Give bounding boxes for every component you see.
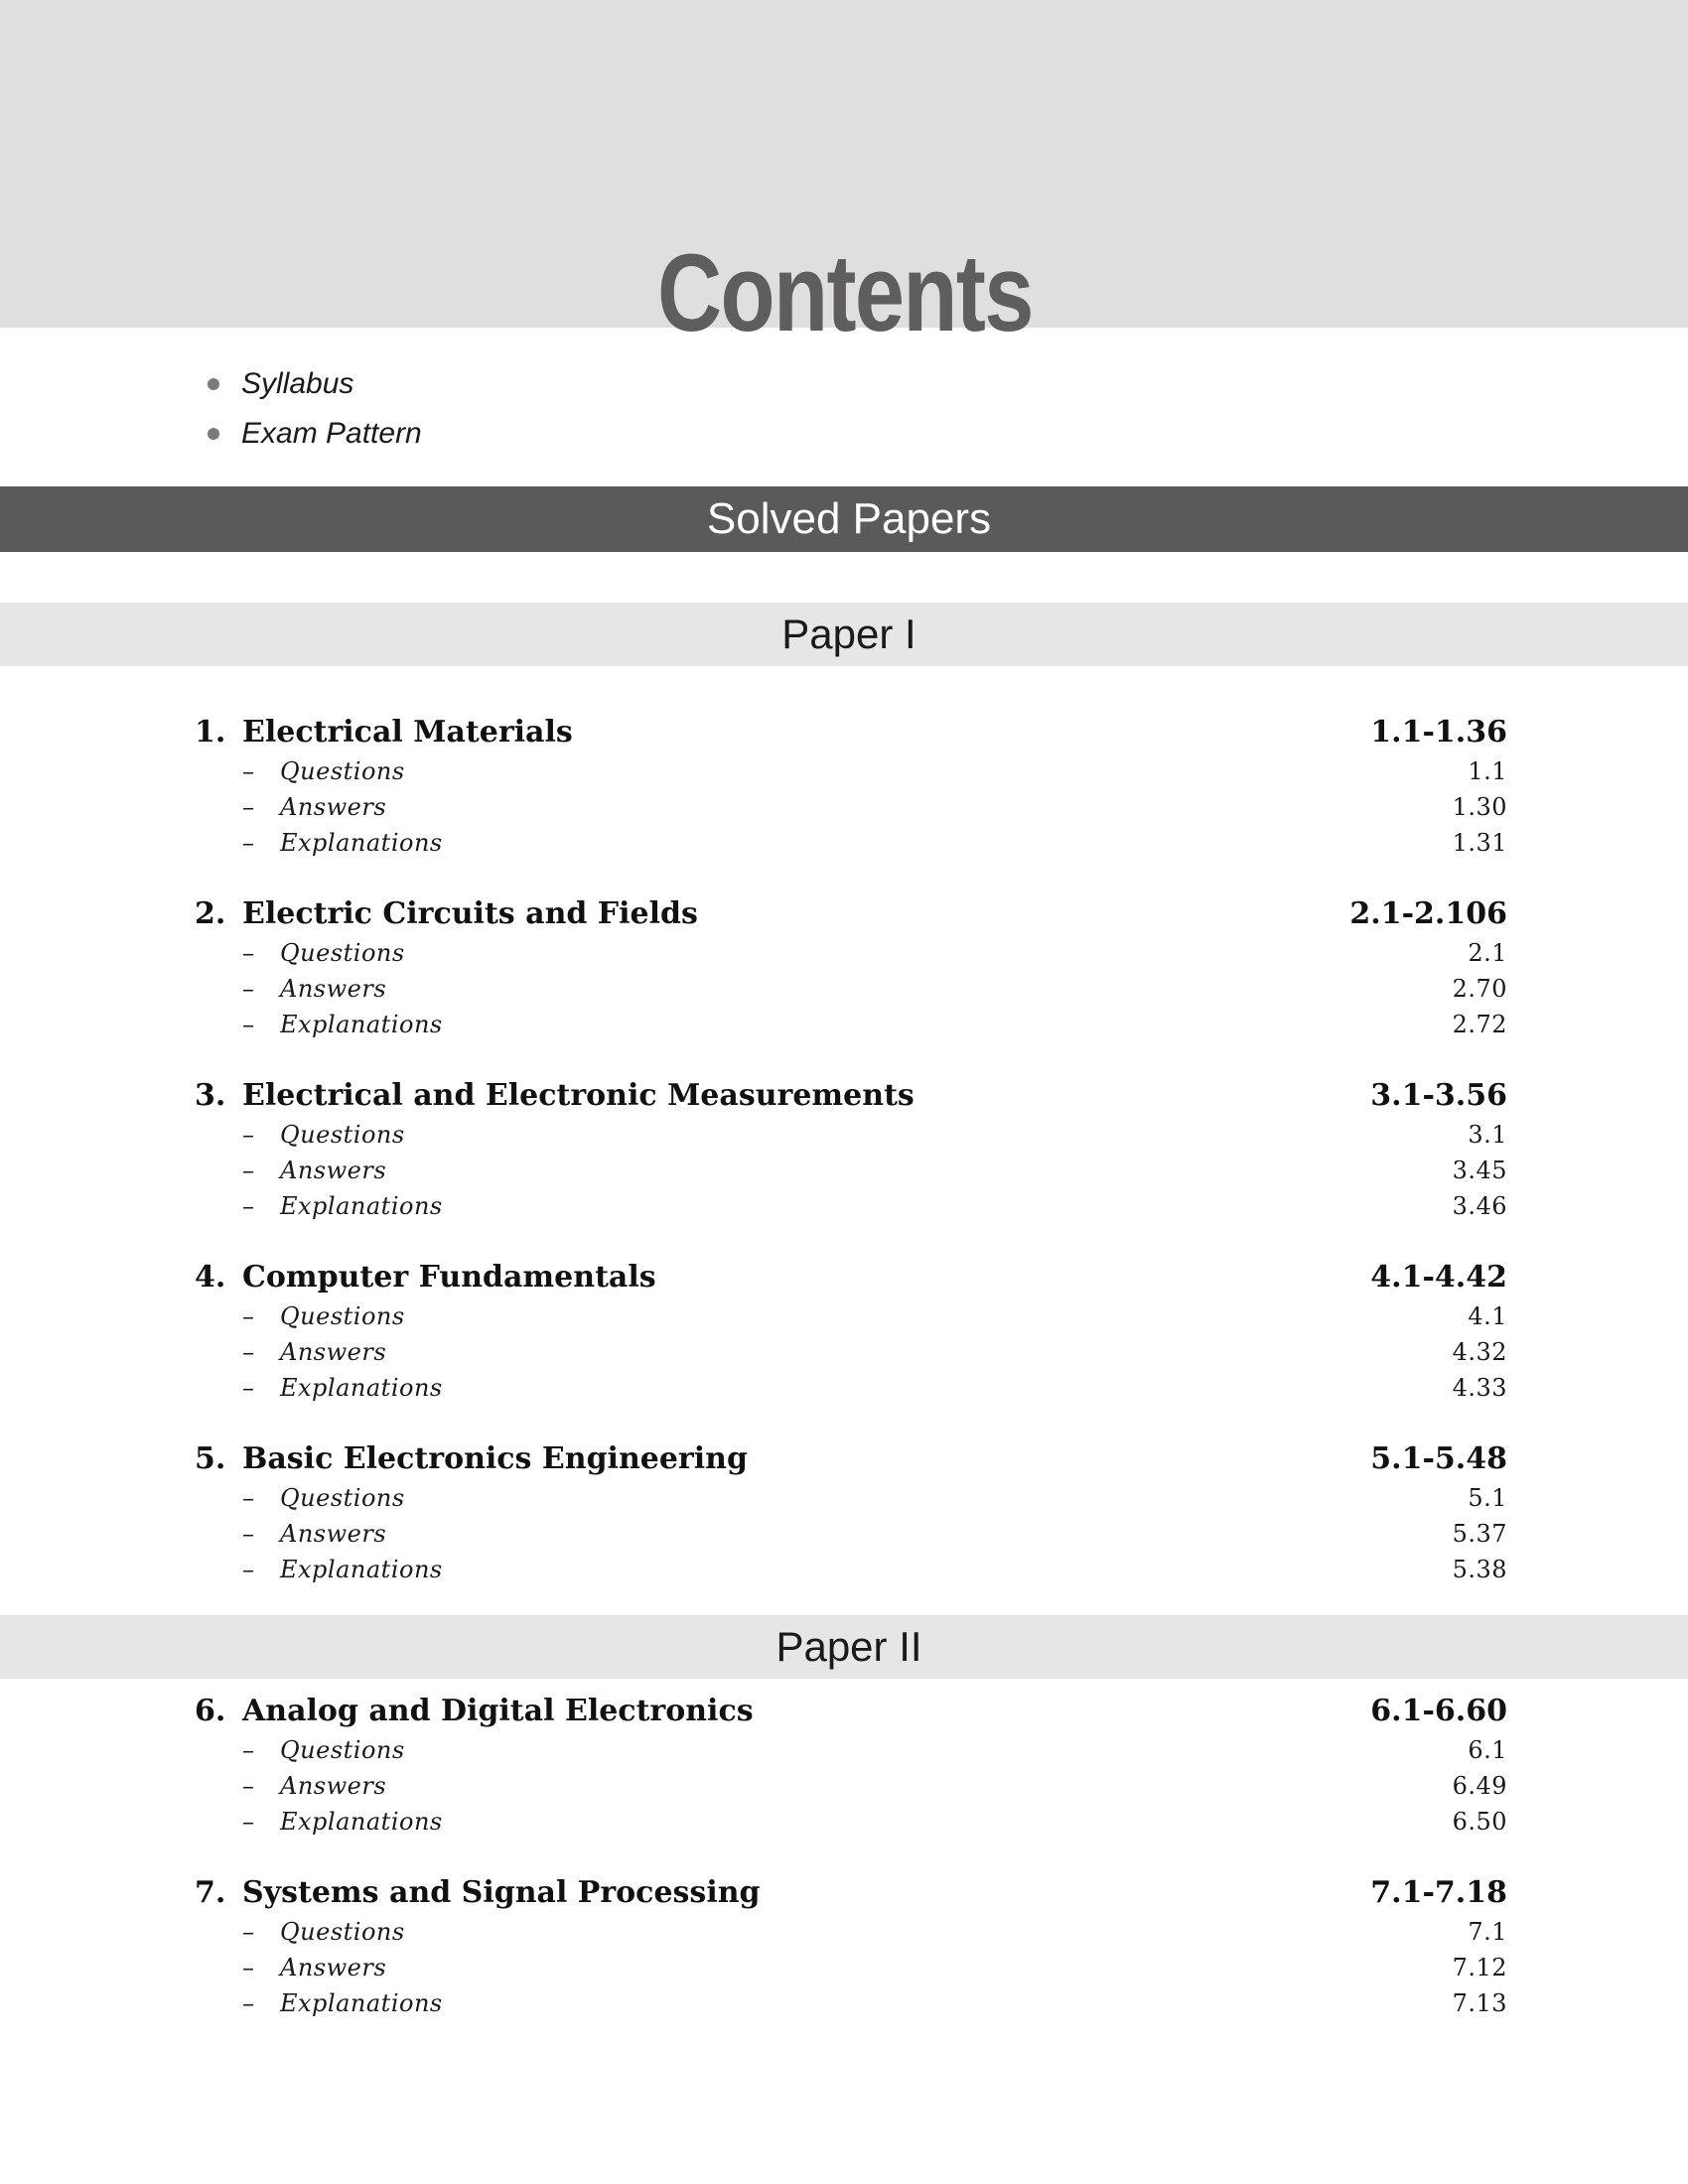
dash-icon: – [242,1338,254,1366]
chapter-title: Systems and Signal Processing [242,1875,761,1910]
dash-icon: – [242,1121,254,1149]
sub-entry-label: Explanations [280,829,443,857]
sub-entry-answers[interactable] [195,789,1507,825]
sub-entry-explanations[interactable] [195,1007,1507,1042]
sub-entry-label: Explanations [280,1192,443,1220]
sub-entry-answers[interactable] [195,971,1507,1007]
sub-entry-page: 4.33 [1452,1374,1507,1402]
chapter-number: 6. [195,1694,226,1728]
chapter-page-range: 2.1-2.106 [1349,896,1507,931]
sub-entry-page: 6.1 [1468,1736,1507,1764]
sub-entry-label: Answers [280,1338,387,1366]
sub-entry-page: 5.37 [1452,1520,1507,1548]
sub-entry-answers[interactable] [195,1516,1507,1552]
chapter-title: Electrical and Electronic Measurements [242,1078,914,1113]
sub-entry-label: Answers [280,1157,387,1184]
sub-entry-page: 2.70 [1452,975,1507,1003]
dash-icon: – [242,757,254,785]
sub-entry-page: 1.1 [1468,757,1507,785]
chapter-page-range: 3.1-3.56 [1370,1078,1507,1113]
sub-entry-questions[interactable] [195,1117,1507,1153]
chapter-heading-row [195,1257,1507,1298]
dash-icon: – [242,1736,254,1764]
chapter-2[interactable] [195,893,1507,1042]
chapter-page-range: 1.1-1.36 [1370,715,1507,750]
chapter-title: Analog and Digital Electronics [242,1694,754,1728]
dash-icon: – [242,793,254,821]
sub-entry-questions[interactable] [195,753,1507,789]
sub-entry-label: Answers [280,975,387,1003]
chapter-title: Electrical Materials [242,715,573,750]
sub-entry-questions[interactable] [195,1914,1507,1950]
chapter-heading-row [195,1872,1507,1914]
chapter-page-range: 7.1-7.18 [1370,1875,1507,1910]
sub-entry-page: 3.1 [1468,1121,1507,1149]
sub-entry-questions[interactable] [195,935,1507,971]
chapter-number: 1. [195,715,226,750]
sub-entry-questions[interactable] [195,1732,1507,1768]
dash-icon: – [242,1918,254,1946]
sub-entry-explanations[interactable] [195,1552,1507,1587]
chapter-number: 2. [195,896,226,931]
solved-papers-heading: Solved Papers [0,486,1688,552]
sub-entry-explanations[interactable] [195,1985,1507,2021]
dash-icon: – [242,1374,254,1402]
dash-icon: – [242,1954,254,1981]
chapter-heading-row [195,893,1507,935]
sub-entry-label: Questions [280,1302,405,1330]
sub-entry-page: 7.12 [1452,1954,1507,1981]
intro-item-label: Exam Pattern [241,417,422,450]
sub-entry-label: Explanations [280,1808,443,1836]
sub-entry-page: 1.30 [1452,793,1507,821]
paper-2-heading: Paper II [0,1615,1688,1679]
sub-entry-label: Explanations [280,1556,443,1583]
sub-entry-answers[interactable] [195,1950,1507,1985]
sub-entry-page: 2.1 [1468,939,1507,967]
sub-entry-page: 4.1 [1468,1302,1507,1330]
sub-entry-explanations[interactable] [195,1188,1507,1224]
dash-icon: – [242,1157,254,1184]
dash-icon: – [242,1011,254,1038]
chapter-title: Computer Fundamentals [242,1260,656,1295]
chapter-heading-row [195,1438,1507,1480]
sub-entry-page: 3.45 [1452,1157,1507,1184]
chapter-heading-row [195,712,1507,753]
sub-entry-label: Questions [280,1484,405,1512]
chapter-1[interactable] [195,712,1507,861]
sub-entry-label: Answers [280,1954,387,1981]
dash-icon: – [242,1484,254,1512]
sub-entry-explanations[interactable] [195,1804,1507,1840]
sub-entry-page: 7.13 [1452,1989,1507,2017]
dash-icon: – [242,1302,254,1330]
page-title: Contents [657,232,1033,354]
sub-entry-page: 2.72 [1452,1011,1507,1038]
sub-entry-label: Explanations [280,1011,443,1038]
paper-1-heading: Paper I [0,603,1688,666]
dash-icon: – [242,1520,254,1548]
chapter-heading-row [195,1691,1507,1732]
chapter-page-range: 5.1-5.48 [1370,1441,1507,1476]
chapter-number: 3. [195,1078,226,1113]
sub-entry-label: Answers [280,1772,387,1800]
chapter-number: 7. [195,1875,226,1910]
chapter-page-range: 6.1-6.60 [1370,1694,1507,1728]
sub-entry-page: 5.38 [1452,1556,1507,1583]
sub-entry-label: Answers [280,793,387,821]
sub-entry-explanations[interactable] [195,825,1507,861]
sub-entry-page: 1.31 [1452,829,1507,857]
sub-entry-questions[interactable] [195,1298,1507,1334]
sub-entry-label: Explanations [280,1989,443,2017]
dash-icon: – [242,1192,254,1220]
sub-entry-page: 3.46 [1452,1192,1507,1220]
sub-entry-answers[interactable] [195,1153,1507,1188]
sub-entry-page: 6.49 [1452,1772,1507,1800]
chapter-5[interactable] [195,1438,1507,1587]
dash-icon: – [242,1772,254,1800]
sub-entry-explanations[interactable] [195,1370,1507,1406]
sub-entry-label: Questions [280,939,405,967]
sub-entry-page: 5.1 [1468,1484,1507,1512]
chapter-6[interactable] [195,1691,1507,1840]
sub-entry-page: 7.1 [1468,1918,1507,1946]
sub-entry-page: 4.32 [1452,1338,1507,1366]
sub-entry-page: 6.50 [1452,1808,1507,1836]
sub-entry-questions[interactable] [195,1480,1507,1516]
bullet-icon [208,428,219,440]
chapter-number: 5. [195,1441,226,1476]
chapter-4[interactable] [195,1257,1507,1406]
dash-icon: – [242,1989,254,2017]
sub-entry-label: Questions [280,1121,405,1149]
sub-entry-label: Questions [280,1918,405,1946]
intro-list [204,359,422,459]
sub-entry-label: Questions [280,1736,405,1764]
chapter-number: 4. [195,1260,226,1295]
chapter-heading-row [195,1075,1507,1117]
chapter-page-range: 4.1-4.42 [1370,1260,1507,1295]
chapter-title: Electric Circuits and Fields [242,896,698,931]
dash-icon: – [242,829,254,857]
dash-icon: – [242,1808,254,1836]
sub-entry-answers[interactable] [195,1768,1507,1804]
intro-item-exam-pattern[interactable] [204,409,422,459]
chapter-title: Basic Electronics Engineering [242,1441,748,1476]
dash-icon: – [242,1556,254,1583]
chapter-7[interactable] [195,1872,1507,2021]
sub-entry-label: Answers [280,1520,387,1548]
bullet-icon [208,378,219,390]
sub-entry-label: Questions [280,757,405,785]
intro-item-label: Syllabus [241,367,354,400]
intro-item-syllabus[interactable] [204,359,422,409]
sub-entry-label: Explanations [280,1374,443,1402]
sub-entry-answers[interactable] [195,1334,1507,1370]
chapter-3[interactable] [195,1075,1507,1224]
dash-icon: – [242,975,254,1003]
dash-icon: – [242,939,254,967]
